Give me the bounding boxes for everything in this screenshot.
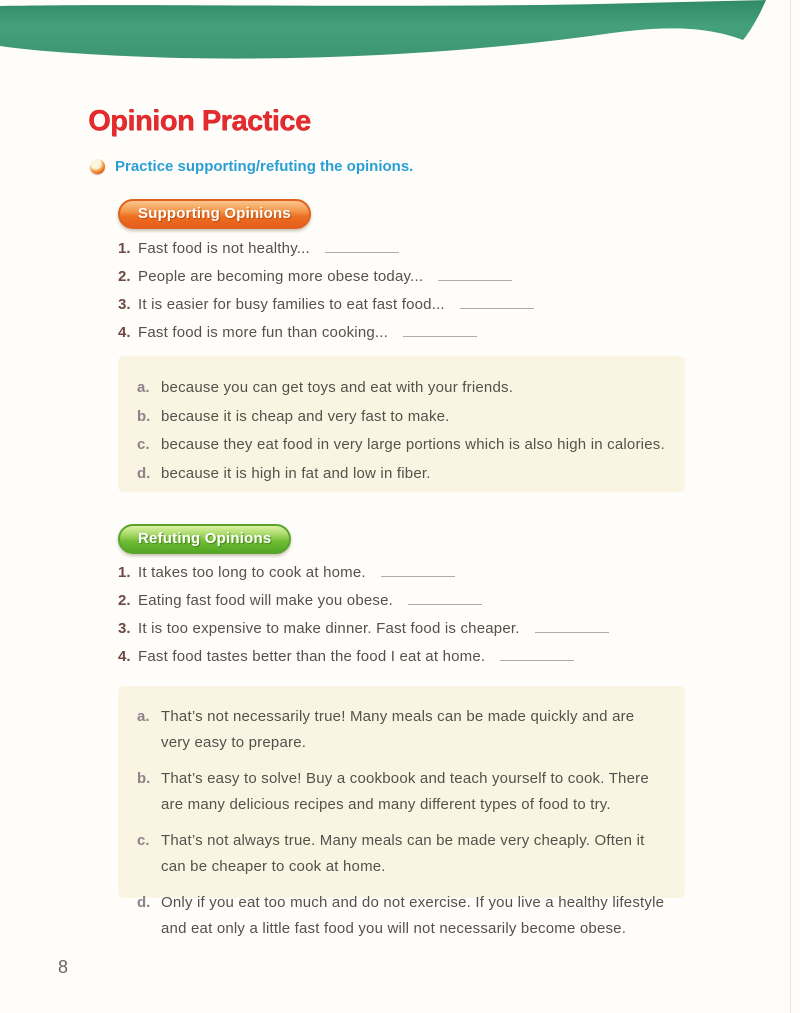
option-item — [137, 431, 665, 458]
answer-blank-line — [403, 324, 477, 337]
option-item — [137, 403, 665, 430]
refuting-questions-list — [118, 564, 609, 676]
option-text: because it is cheap and very fast to make. — [161, 407, 450, 425]
option-text: because it is high in fat and low in fiber. — [161, 464, 431, 482]
item-number: 1. — [118, 240, 131, 257]
item-text: It takes too long to cook at home. — [138, 564, 366, 581]
list-item — [118, 268, 534, 296]
item-text: Fast food is not healthy... — [138, 240, 310, 257]
list-item — [118, 564, 609, 592]
sphere-bullet-icon — [90, 159, 105, 174]
option-text: That’s easy to solve! Buy a cookbook and teach yourself to cook. There are many delicious recipes and many different types of food to try. — [161, 770, 649, 813]
option-letter: a. — [137, 708, 150, 725]
top-wave-band — [0, 0, 800, 70]
option-letter: c. — [137, 436, 150, 453]
answer-blank-line — [500, 648, 574, 661]
option-item — [137, 890, 665, 942]
option-letter: a. — [137, 379, 150, 396]
supporting-opinions-badge: Supporting Opinions — [118, 199, 311, 229]
list-item — [118, 620, 609, 648]
answer-blank-line — [438, 268, 512, 281]
item-number: 2. — [118, 592, 131, 609]
item-number: 1. — [118, 564, 131, 581]
list-item — [118, 592, 609, 620]
item-text: Fast food is more fun than cooking... — [138, 324, 389, 341]
supporting-options-box — [118, 356, 685, 492]
instruction-text: Practice supporting/refuting the opinions. — [115, 158, 414, 175]
option-text: because they eat food in very large portions which is also high in calories. — [161, 436, 665, 453]
answer-blank-line — [408, 592, 482, 605]
instruction-row — [90, 158, 413, 175]
answer-blank-line — [381, 564, 455, 577]
option-text: because you can get toys and eat with your friends. — [161, 379, 514, 396]
option-text: That’s not necessarily true! Many meals can be made quickly and are very easy to prepare. — [161, 708, 635, 751]
list-item — [118, 324, 534, 352]
item-text: It is easier for busy families to eat fast food... — [138, 296, 445, 313]
option-item — [137, 374, 665, 401]
answer-blank-line — [325, 240, 399, 253]
answer-blank-line — [535, 620, 609, 633]
option-item — [137, 704, 665, 756]
page-number: 8 — [58, 957, 69, 977]
item-number: 4. — [118, 324, 131, 341]
option-letter: d. — [137, 464, 151, 482]
item-number: 2. — [118, 268, 131, 285]
option-letter: c. — [137, 832, 150, 849]
item-text: People are becoming more obese today... — [138, 268, 424, 285]
option-text: That’s not always true. Many meals can be made very cheaply. Often it can be cheaper to cook at home. — [161, 832, 645, 875]
page-title: Opinion Practice — [88, 105, 311, 137]
refuting-options-box — [118, 686, 685, 937]
option-letter: d. — [137, 894, 151, 911]
item-text: Eating fast food will make you obese. — [138, 592, 394, 609]
item-number: 3. — [118, 620, 131, 637]
item-text: Fast food tastes better than the food I eat at home. — [138, 648, 486, 665]
scan-page-edge — [790, 0, 791, 1013]
list-item — [118, 240, 534, 268]
list-item — [118, 648, 609, 676]
list-item — [118, 296, 534, 324]
option-letter: b. — [137, 407, 151, 425]
option-item — [137, 460, 665, 487]
option-text: Only if you eat too much and do not exercise. If you live a healthy lifestyle and eat only a little fast food you will not necessarily become obese. — [161, 894, 665, 937]
option-item — [137, 766, 665, 818]
answer-blank-line — [460, 296, 534, 309]
option-item — [137, 828, 665, 880]
option-letter: b. — [137, 770, 151, 787]
item-number: 3. — [118, 296, 131, 313]
supporting-questions-list — [118, 240, 534, 352]
item-number: 4. — [118, 648, 131, 665]
refuting-opinions-badge: Refuting Opinions — [118, 524, 291, 554]
item-text: It is too expensive to make dinner. Fast food is cheaper. — [138, 620, 520, 637]
